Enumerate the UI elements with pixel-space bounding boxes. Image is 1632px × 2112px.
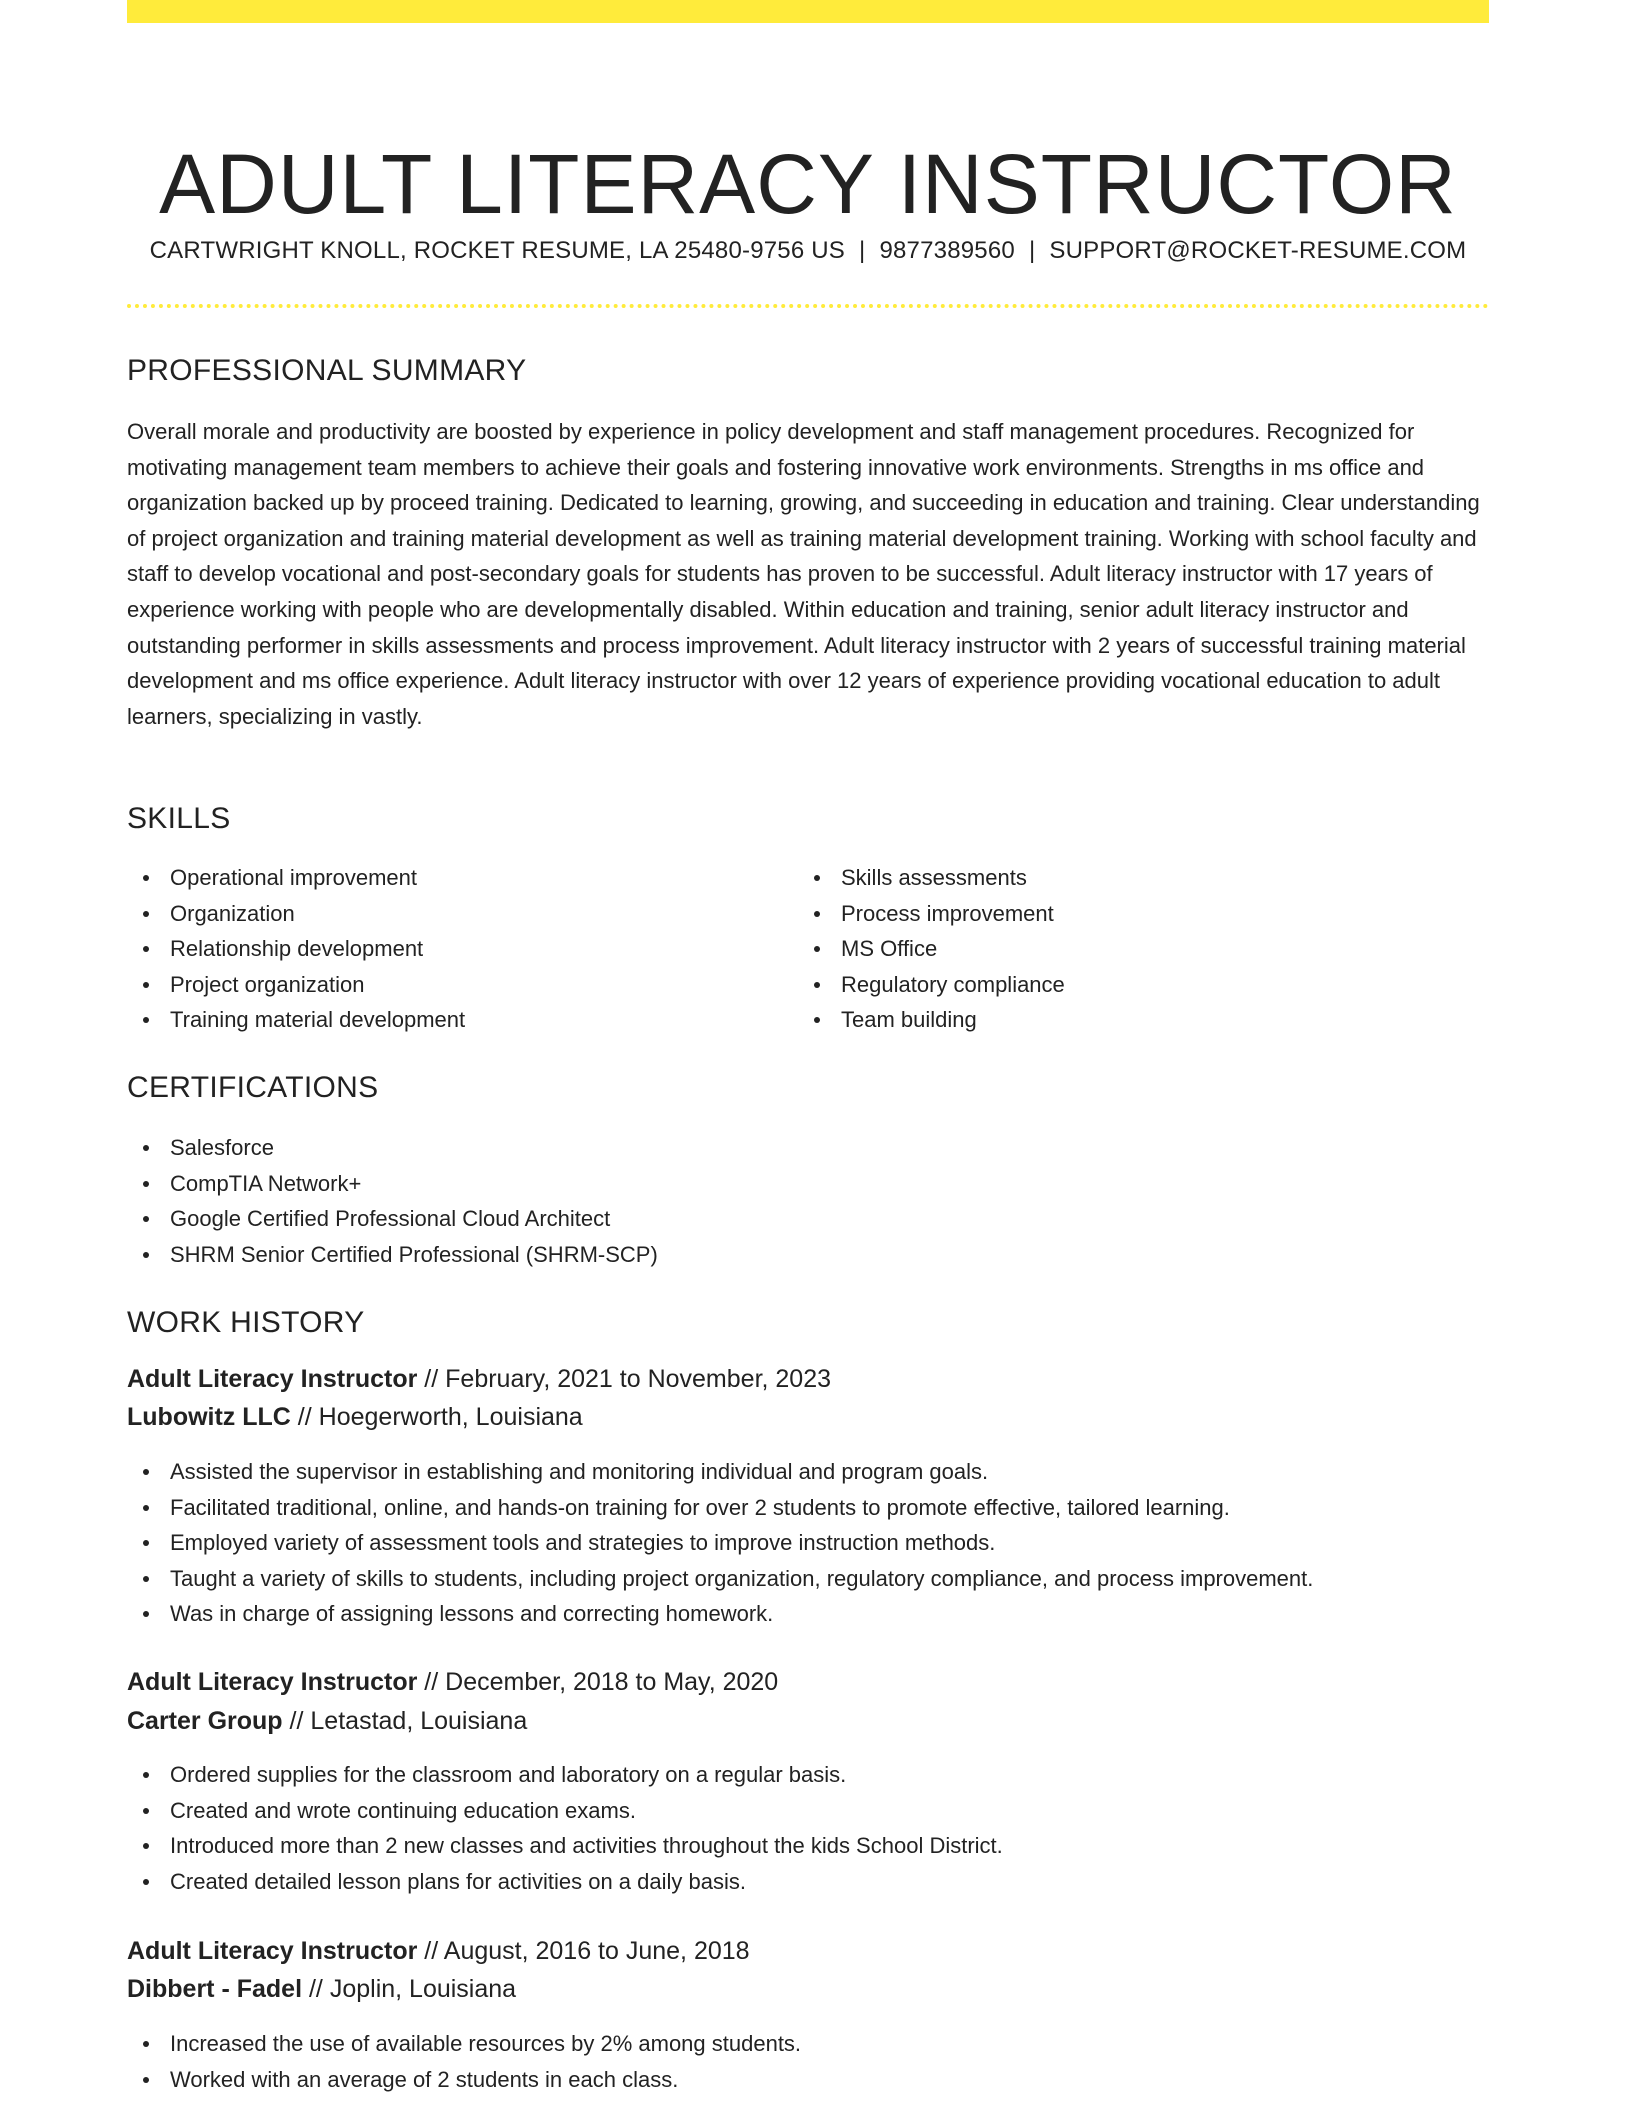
job-title-line bbox=[127, 1363, 831, 1395]
skill-item: MS Office bbox=[798, 931, 1478, 967]
skill-item: Regulatory compliance bbox=[798, 967, 1478, 1003]
job-bullet: Created detailed lesson plans for activities on a daily basis. bbox=[127, 1864, 1003, 1900]
skill-item: Organization bbox=[127, 896, 797, 932]
job-bullet: Was in charge of assigning lessons and correcting homework. bbox=[127, 1596, 1313, 1632]
job-separator: // bbox=[297, 1403, 312, 1431]
job-company: Dibbert - Fadel bbox=[127, 1975, 303, 2003]
skill-item: Team building bbox=[798, 1002, 1478, 1038]
certification-item: Google Certified Professional Cloud Architect bbox=[127, 1201, 658, 1237]
certification-item: Salesforce bbox=[127, 1130, 658, 1166]
skill-item: Operational improvement bbox=[127, 860, 797, 896]
contact-address: CARTWRIGHT KNOLL, ROCKET RESUME, LA 25480-9756 US bbox=[149, 237, 846, 264]
skill-item: Training material development bbox=[127, 1002, 797, 1038]
job-company-line bbox=[127, 1973, 516, 2005]
job-bullet: Employed variety of assessment tools and strategies to improve instruction methods. bbox=[127, 1525, 1313, 1561]
skill-item: Process improvement bbox=[798, 896, 1478, 932]
certification-item: SHRM Senior Certified Professional (SHRM-SCP) bbox=[127, 1237, 658, 1273]
job-title-line bbox=[127, 1666, 778, 1698]
job-bullet: Facilitated traditional, online, and hands-on training for over 2 students to promote effective, tailored learning. bbox=[127, 1490, 1313, 1526]
resume-title: ADULT LITERACY INSTRUCTOR bbox=[159, 137, 1457, 232]
contact-phone: 9877389560 bbox=[879, 237, 1015, 264]
job-bullet: Ordered supplies for the classroom and laboratory on a regular basis. bbox=[127, 1757, 1003, 1793]
job-location: Letastad, Louisiana bbox=[310, 1707, 528, 1735]
job-title-line bbox=[127, 1935, 750, 1967]
job-separator: // bbox=[308, 1975, 323, 2003]
contact-separator: | bbox=[859, 237, 866, 264]
job-bullet: Increased the use of available resources by 2% among students. bbox=[127, 2026, 801, 2062]
job-separator: // bbox=[289, 1707, 304, 1735]
work-history-heading: WORK HISTORY bbox=[127, 1306, 365, 1339]
job-bullets bbox=[127, 2026, 801, 2097]
summary-heading: PROFESSIONAL SUMMARY bbox=[127, 354, 527, 387]
job-location: Hoegerworth, Louisiana bbox=[318, 1403, 583, 1431]
contact-email: SUPPORT@ROCKET-RESUME.COM bbox=[1049, 237, 1467, 264]
job-bullets bbox=[127, 1757, 1003, 1899]
job-title: Adult Literacy Instructor bbox=[127, 1668, 418, 1696]
certifications-heading: CERTIFICATIONS bbox=[127, 1071, 379, 1104]
skill-item: Relationship development bbox=[127, 931, 797, 967]
job-company: Lubowitz LLC bbox=[127, 1403, 291, 1431]
job-bullet: Taught a variety of skills to students, including project organization, regulatory compliance, and process improvement. bbox=[127, 1561, 1313, 1597]
skills-list-left bbox=[127, 860, 797, 1038]
skill-item: Project organization bbox=[127, 967, 797, 1003]
job-company-line bbox=[127, 1401, 583, 1433]
job-bullet: Assisted the supervisor in establishing and monitoring individual and program goals. bbox=[127, 1454, 1313, 1490]
job-location: Joplin, Louisiana bbox=[329, 1975, 517, 2003]
contact-line bbox=[127, 236, 1489, 266]
certification-item: CompTIA Network+ bbox=[127, 1166, 658, 1202]
job-title: Adult Literacy Instructor bbox=[127, 1937, 418, 1965]
job-bullets bbox=[127, 1454, 1313, 1632]
summary-text: Overall morale and productivity are boosted by experience in policy development and staff management procedures. Recognized for motivating management team members to achieve their goals and fostering innovative work environments. Strengths in ms office and organization backed up by proceed training. Dedicated to learning, growing, and succeeding in education and training. Clear understanding of project organization and training material development as well as training material development training. Working with school faculty and staff to develop vocational and post-secondary goals for students has proven to be successful. Adult literacy instructor with 17 years of experience working with people who are developmentally disabled. Within education and training, senior adult literacy instructor and outstanding performer in skills assessments and process improvement. Adult literacy instructor with 2 years of successful training material development and ms office experience. Adult literacy instructor with over 12 years of experience providing vocational education to adult learners, specializing in vastly. bbox=[127, 419, 1480, 729]
job-dates: December, 2018 to May, 2020 bbox=[445, 1668, 779, 1696]
accent-bar bbox=[127, 0, 1489, 23]
job-company-line bbox=[127, 1705, 527, 1737]
job-title: Adult Literacy Instructor bbox=[127, 1365, 418, 1393]
job-separator: // bbox=[424, 1937, 439, 1965]
job-separator: // bbox=[424, 1365, 439, 1393]
dotted-divider bbox=[127, 304, 1489, 308]
job-separator: // bbox=[424, 1668, 439, 1696]
skill-item: Skills assessments bbox=[798, 860, 1478, 896]
job-bullet: Created and wrote continuing education exams. bbox=[127, 1793, 1003, 1829]
job-bullet: Worked with an average of 2 students in each class. bbox=[127, 2062, 801, 2098]
skills-list-right bbox=[798, 860, 1478, 1038]
skills-heading: SKILLS bbox=[127, 802, 231, 835]
job-bullet: Introduced more than 2 new classes and activities throughout the kids School District. bbox=[127, 1828, 1003, 1864]
job-dates: August, 2016 to June, 2018 bbox=[443, 1937, 750, 1965]
contact-separator: | bbox=[1028, 237, 1036, 264]
job-company: Carter Group bbox=[127, 1707, 283, 1735]
certifications-list bbox=[127, 1130, 658, 1272]
job-dates: February, 2021 to November, 2023 bbox=[445, 1365, 832, 1393]
